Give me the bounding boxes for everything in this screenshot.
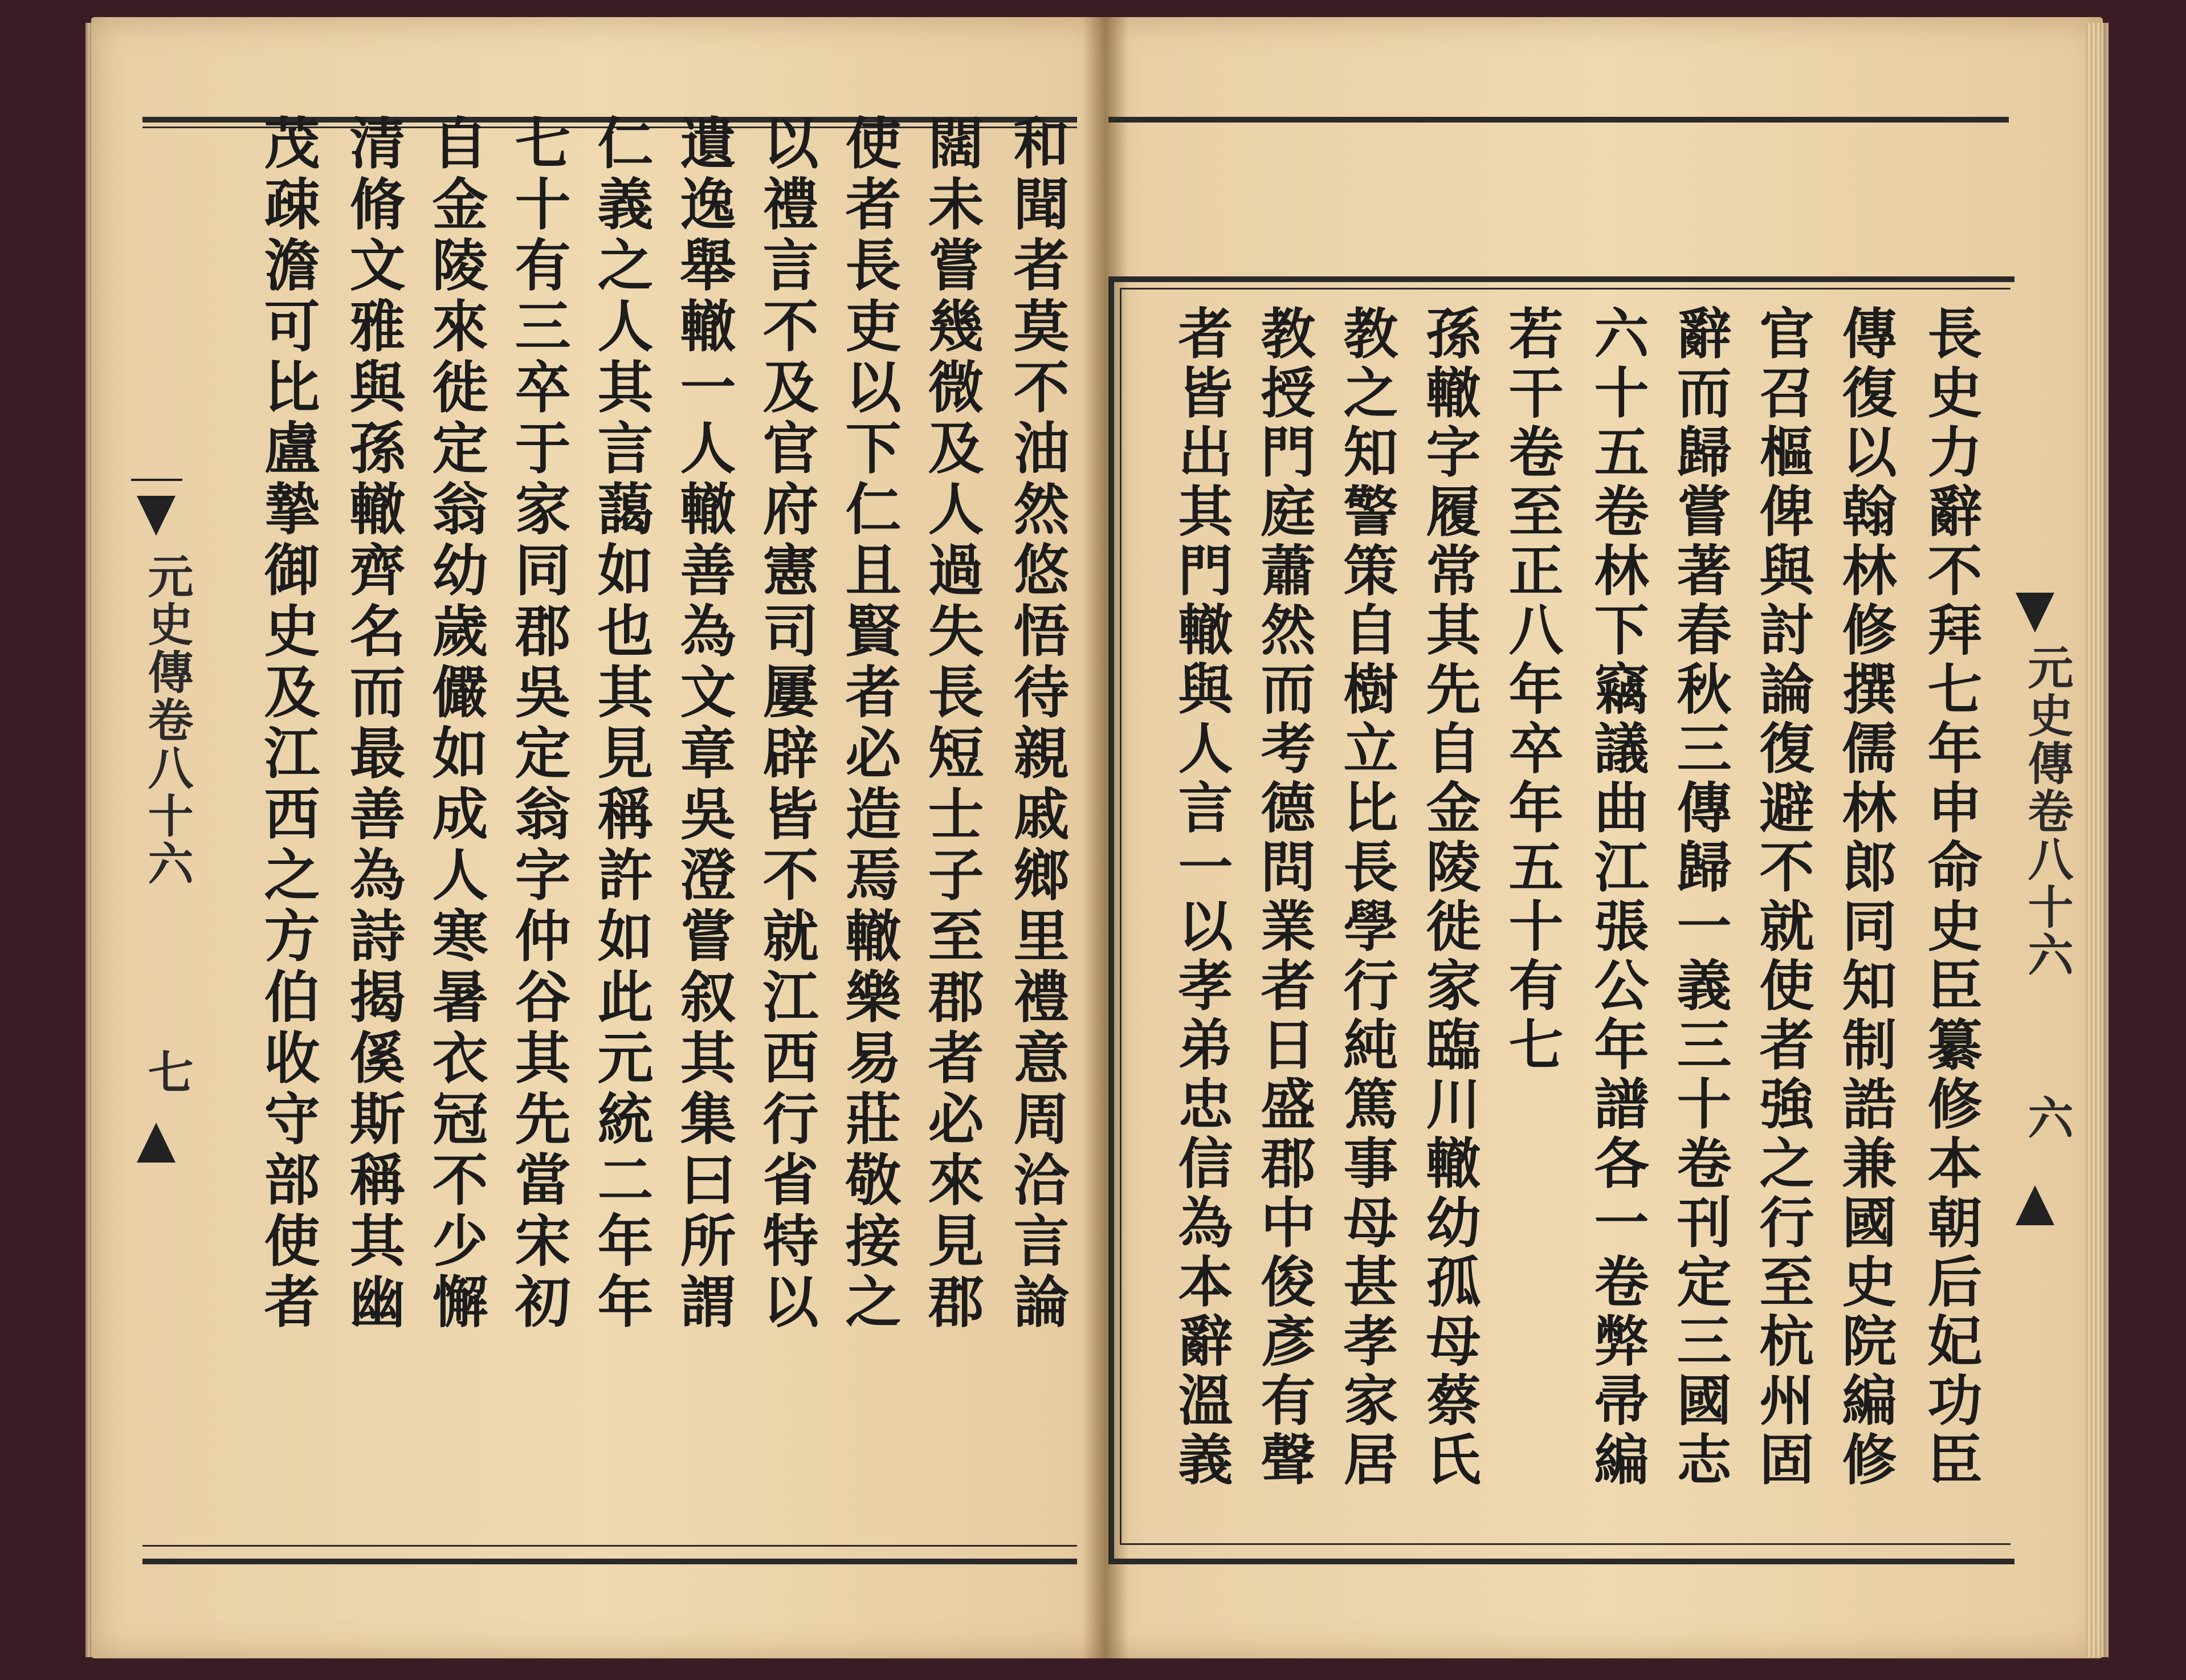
left-column-8: 自金陵來徙定翁幼歲儼如成人寒暑衣冠不少懈 [423, 114, 488, 1334]
right-column-10: 者皆出其門轍與人言一以孝弟忠信為本辭溫義 [1169, 305, 1234, 1490]
left-folio-number: 七 [140, 1049, 194, 1096]
right-top-rule [1108, 117, 2009, 123]
left-column-10: 茂疎澹可比盧摯御史及江西之方伯收守部使者 [255, 114, 320, 1334]
right-column-3: 官召樞俾與討論復避不就使者強之行至杭州固 [1751, 305, 1815, 1490]
right-folio-number: 六 [2020, 1094, 2074, 1142]
left-column-4: 以禮言不及官府憲司屢辟皆不就江西行省特以 [753, 114, 819, 1334]
left-column-6: 仁義之人其言藹如也其見稱許如此元統二年年 [588, 114, 654, 1334]
right-column-6: 若干卷至正八年卒年五十有七 [1500, 305, 1564, 1075]
right-column-2: 傳復以翰林修撰儒林郎同知制誥兼國史院編修 [1833, 305, 1898, 1490]
fish-tail-bottom-icon [137, 1123, 176, 1163]
left-column-1: 和聞者莫不油然悠悟待親戚鄉里禮意周洽言論 [1004, 114, 1070, 1334]
right-page-edges [2086, 23, 2108, 1657]
right-fold-strip [2009, 593, 2074, 1242]
right-column-1: 長史力辭不拜七年申命史臣纂修本朝后妃功臣 [1919, 305, 1983, 1490]
left-column-5: 遺逸舉轍一人轍善為文章吳澄嘗叙其集曰所謂 [671, 114, 736, 1334]
right-column-5: 六十五卷林下竊議曲江張公年譜各一卷弊帚編 [1585, 305, 1650, 1490]
right-column-7: 孫轍字履常其先自金陵徙家臨川轍幼孤母蔡氏 [1417, 305, 1482, 1490]
left-spine-label: 元史傳卷八十六 [140, 553, 194, 888]
right-spine-label: 元史傳卷八十六 [2020, 644, 2074, 979]
left-column-7: 七十有三卒于家同郡吳定翁字仲谷其先當宋初 [505, 114, 571, 1334]
right-column-8: 教之知警策自樹立比長學行純篤事母甚孝家居 [1335, 305, 1399, 1490]
left-fold-strip [131, 479, 194, 1185]
left-column-2: 闊未嘗幾微及人過失長短士子至郡者必來見郡 [919, 114, 984, 1334]
right-column-9: 教授門庭蕭然而考德問業者日盛郡中俊彥有聲 [1252, 305, 1316, 1490]
left-column-3: 使者長吏以下仁且賢者必造焉轍樂易莊敬接之 [836, 114, 902, 1334]
fish-tail-top-icon [137, 496, 176, 536]
fish-tail-bottom-icon [2016, 1185, 2054, 1225]
right-column-4: 辭而歸嘗著春秋三傳歸一義三十卷刊定三國志 [1668, 305, 1732, 1490]
left-column-9: 清脩文雅與孫轍齊名而最善為詩揭傒斯稱其幽 [340, 114, 406, 1334]
fish-tail-top-icon [2016, 593, 2054, 633]
